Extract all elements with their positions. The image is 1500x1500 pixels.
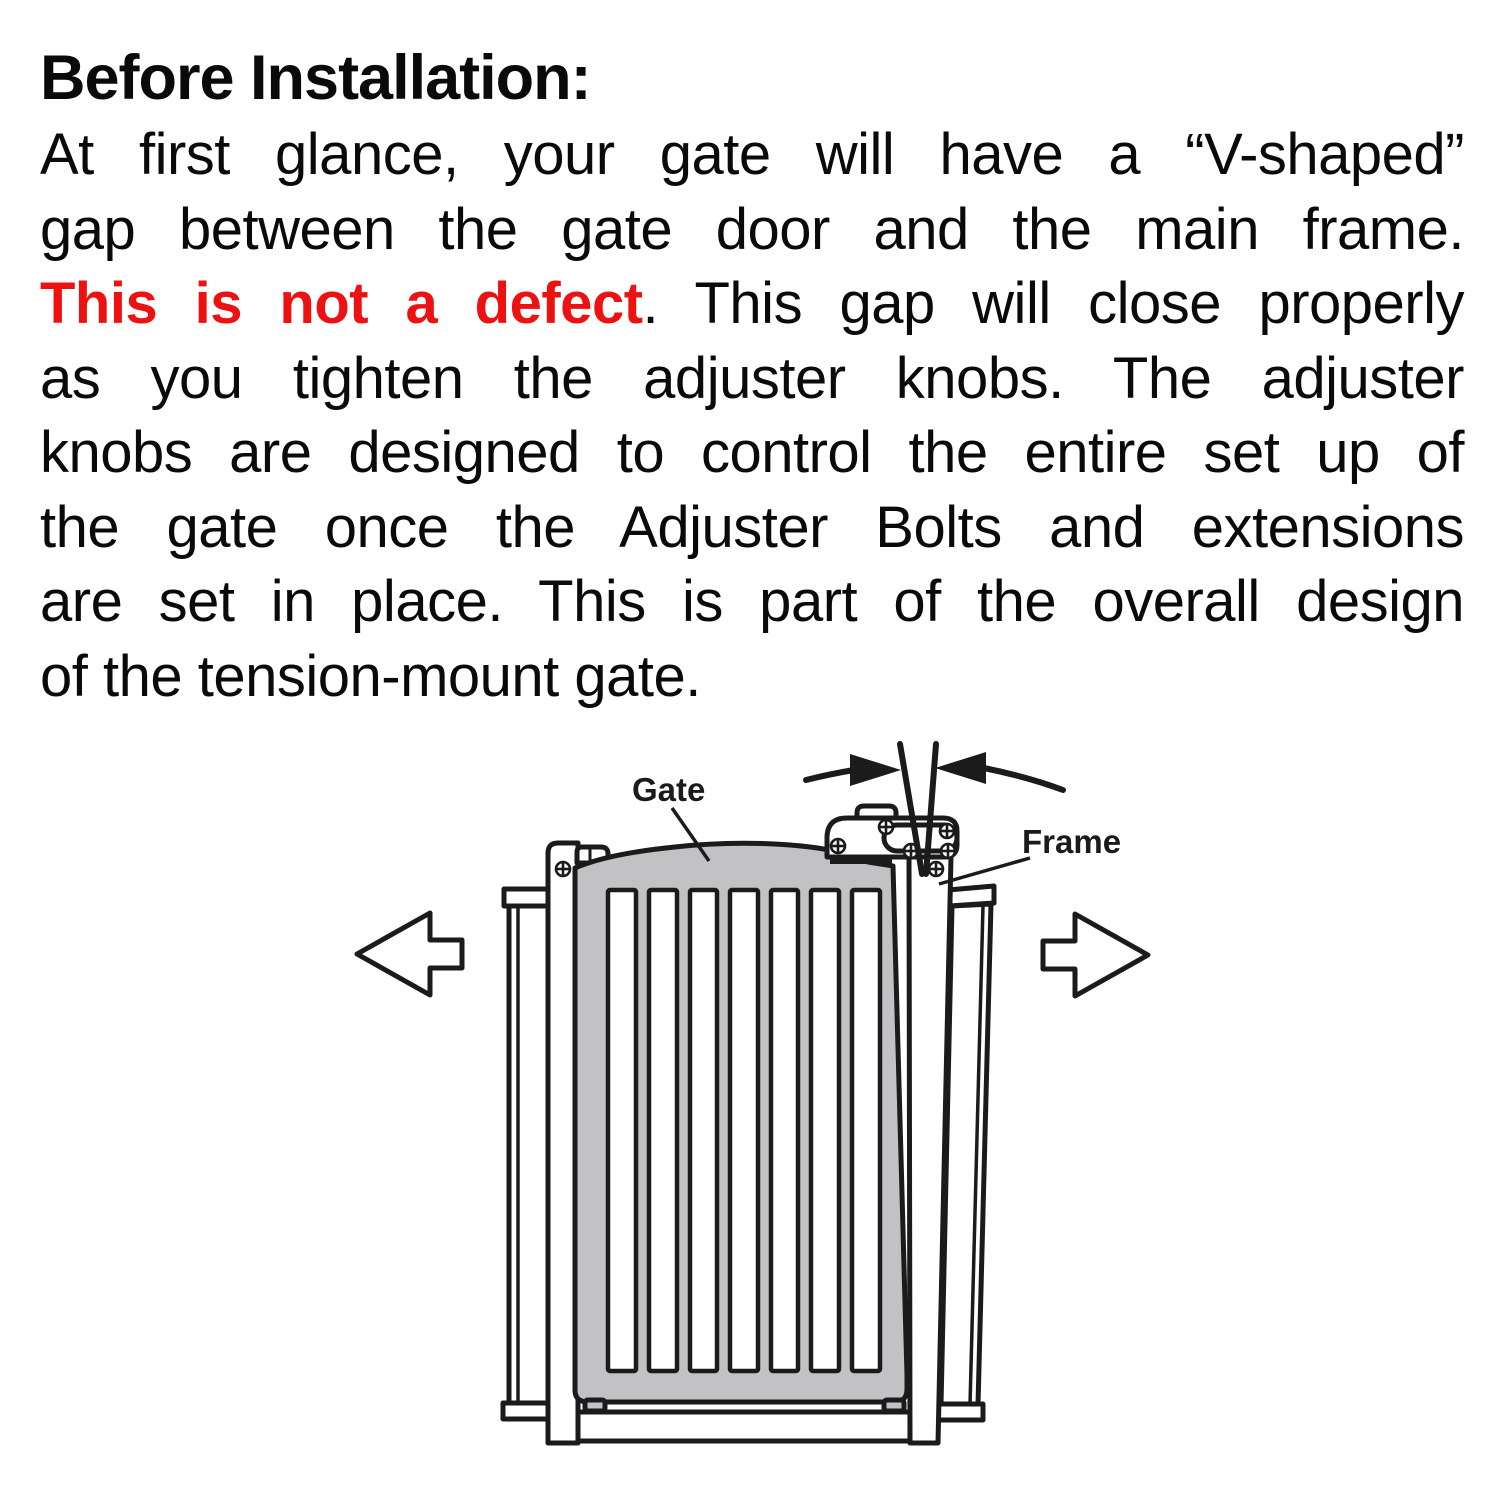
direction-arrow-left [357, 913, 462, 995]
gate-slot [690, 890, 717, 1371]
body-text: of the tension-mount gate. [40, 643, 701, 709]
direction-arrow-right [1043, 914, 1148, 996]
body-text: the gate once the Adjuster Bolts and extensions [40, 494, 1464, 560]
gate-foot [585, 1400, 605, 1411]
gate-door [575, 843, 907, 1411]
gate-slot [608, 890, 636, 1371]
body-text: are set in place. This is part of the overall design [40, 569, 1464, 634]
left-extension-rail [503, 889, 551, 1419]
page-title: Before Installation: [40, 43, 591, 113]
gate-slot [649, 890, 677, 1371]
screw-icon [831, 839, 845, 853]
body-text: knobs are designed to control the entire set up of [40, 420, 1464, 485]
screw-icon [879, 820, 893, 834]
gate-label: Gate [632, 771, 706, 808]
screw-icon [940, 824, 954, 838]
bottom-crossbar [565, 1412, 915, 1441]
gate-slot [811, 890, 839, 1371]
gate-slot [771, 890, 798, 1371]
body-text: At first glance, your gate will have a “V-shaped” [40, 122, 1464, 187]
gate-slot [852, 890, 880, 1371]
gate-foot [884, 1400, 904, 1411]
frame-label: Frame [1022, 823, 1122, 860]
body-text: . This gap will close properly [642, 271, 1464, 336]
screw-icon [556, 862, 570, 876]
gap-measure-arrow-right [935, 752, 1063, 790]
screw-icon [929, 862, 943, 876]
gap-measure-arrow-left [806, 754, 901, 786]
warning-text: This is not a defect [40, 271, 643, 336]
body-text: as you tighten the adjuster knobs. The adjuster [40, 345, 1464, 411]
gate-slot [730, 890, 758, 1371]
screw-icon [941, 844, 955, 858]
body-text: gap between the gate door and the main frame. [40, 196, 1464, 262]
